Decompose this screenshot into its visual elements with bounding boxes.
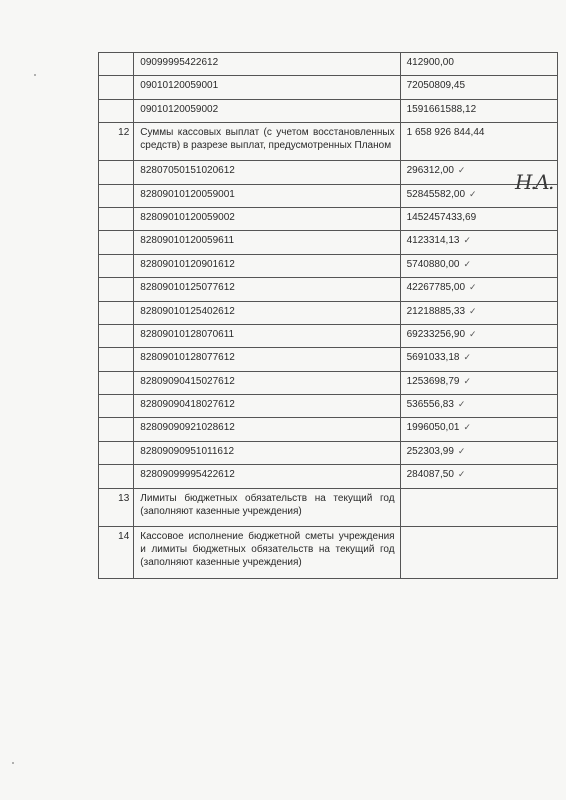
table-row [99, 161, 558, 184]
row-code: 82809099995422612 [134, 465, 400, 488]
row-value-cell [400, 348, 557, 371]
row-number [99, 184, 134, 207]
row-number [99, 254, 134, 277]
row-number [99, 301, 134, 324]
checkmark-icon: ✓ [463, 375, 471, 386]
row-value: 1452457433,69 [406, 211, 477, 223]
row-number [99, 395, 134, 418]
row-value: 536556,83 [406, 399, 454, 411]
checkmark-icon: ✓ [469, 305, 477, 316]
table-row [99, 278, 558, 301]
checkmark-icon: ✓ [457, 469, 466, 480]
table-row [99, 324, 558, 347]
scan-speck [12, 762, 14, 764]
handwritten-signature: Н.А. [515, 170, 553, 194]
row-value-cell [400, 207, 557, 230]
checkmark-icon: ✓ [469, 188, 477, 199]
table-row [99, 53, 558, 76]
row-value: 1253698,79 [406, 375, 460, 387]
row-number [99, 418, 134, 441]
table-row [99, 526, 558, 578]
row-value: 1 658 926 844,44 [406, 127, 485, 139]
row-value-cell [400, 53, 557, 76]
row-value-cell [400, 278, 557, 301]
row-value-cell [400, 123, 557, 161]
row-code: 82809010120059002 [134, 207, 400, 230]
row-value: 52845582,00 [406, 188, 466, 200]
row-value: 5691033,18 [406, 352, 460, 364]
row-code: 82807050151020612 [134, 161, 400, 184]
row-number [99, 53, 134, 76]
table-row [99, 441, 558, 464]
row-value: 296312,00 [406, 165, 454, 177]
row-number [99, 99, 134, 122]
row-code: 82809010125077612 [134, 278, 400, 301]
row-code: 82809010120059001 [134, 184, 400, 207]
row-value: 72050809,45 [406, 80, 466, 92]
row-value-cell [400, 371, 557, 394]
row-number [99, 231, 134, 254]
table-row [99, 76, 558, 99]
table-row [99, 231, 558, 254]
table-row [99, 395, 558, 418]
row-number [99, 76, 134, 99]
row-value-cell [400, 301, 557, 324]
row-number [99, 441, 134, 464]
row-value: 21218885,33 [406, 305, 466, 317]
scan-speck [34, 74, 36, 76]
row-value: 5740880,00 [406, 258, 460, 270]
row-value-cell [400, 99, 557, 122]
row-value: 252303,99 [406, 445, 454, 457]
row-number [99, 207, 134, 230]
table-row [99, 465, 558, 488]
row-description: Суммы кассовых выплат (с учетом восстановленных средств) в разрезе выплат, предусмотренных Планом [134, 123, 400, 161]
table-row [99, 123, 558, 161]
checkmark-icon: ✓ [457, 399, 466, 410]
table-row [99, 99, 558, 122]
table-row [99, 371, 558, 394]
row-number [99, 348, 134, 371]
row-value-cell [400, 465, 557, 488]
row-value: 1591661588,12 [406, 103, 477, 115]
table-row [99, 348, 558, 371]
row-code: 82809010128070611 [134, 324, 400, 347]
report-table [98, 52, 558, 579]
row-code: 09010120059001 [134, 76, 400, 99]
checkmark-icon: ✓ [463, 235, 471, 246]
checkmark-icon: ✓ [457, 165, 466, 176]
table-row [99, 418, 558, 441]
row-value-cell [400, 488, 557, 526]
row-description: Кассовое исполнение бюджетной сметы учреждения и лимиты бюджетных обязательств на текущий год (заполняют казенные учреждения) [134, 526, 400, 578]
table-row [99, 301, 558, 324]
row-code: 09010120059002 [134, 99, 400, 122]
row-code: 82809090418027612 [134, 395, 400, 418]
row-value-cell [400, 418, 557, 441]
checkmark-icon: ✓ [457, 445, 466, 456]
row-code: 82809010125402612 [134, 301, 400, 324]
row-number [99, 371, 134, 394]
table-row [99, 254, 558, 277]
row-code: 82809090951011612 [134, 441, 400, 464]
row-value: 42267785,00 [406, 282, 466, 294]
row-value: 412900,00 [406, 57, 454, 68]
row-code: 82809090921028612 [134, 418, 400, 441]
row-value-cell [400, 76, 557, 99]
row-value: 284087,50 [406, 469, 454, 481]
checkmark-icon: ✓ [469, 328, 477, 339]
row-code: 82809010120059611 [134, 231, 400, 254]
row-value-cell [400, 441, 557, 464]
row-code: 82809010128077612 [134, 348, 400, 371]
row-code: 82809010120901612 [134, 254, 400, 277]
checkmark-icon: ✓ [469, 282, 477, 293]
row-value: 69233256,90 [406, 328, 466, 340]
row-number: 13 [99, 488, 134, 526]
row-value-cell [400, 526, 557, 578]
table-row [99, 488, 558, 526]
row-value: 1996050,01 [406, 422, 460, 434]
row-value-cell [400, 231, 557, 254]
table-row [99, 207, 558, 230]
checkmark-icon: ✓ [463, 422, 471, 433]
row-number: 12 [99, 123, 134, 161]
table-row [99, 184, 558, 207]
checkmark-icon: ✓ [463, 352, 471, 363]
row-number [99, 465, 134, 488]
row-value-cell [400, 395, 557, 418]
row-value-cell [400, 324, 557, 347]
row-number [99, 161, 134, 184]
checkmark-icon: ✓ [463, 258, 471, 269]
row-code: 82809090415027612 [134, 371, 400, 394]
row-value: 4123314,13 [406, 235, 460, 247]
row-number [99, 324, 134, 347]
row-description: Лимиты бюджетных обязательств на текущий год (заполняют казенные учреждения) [134, 488, 400, 526]
row-number: 14 [99, 526, 134, 578]
row-value-cell [400, 254, 557, 277]
row-number [99, 278, 134, 301]
report-table-body [99, 53, 558, 579]
row-code: 09099995422612 [134, 53, 400, 76]
